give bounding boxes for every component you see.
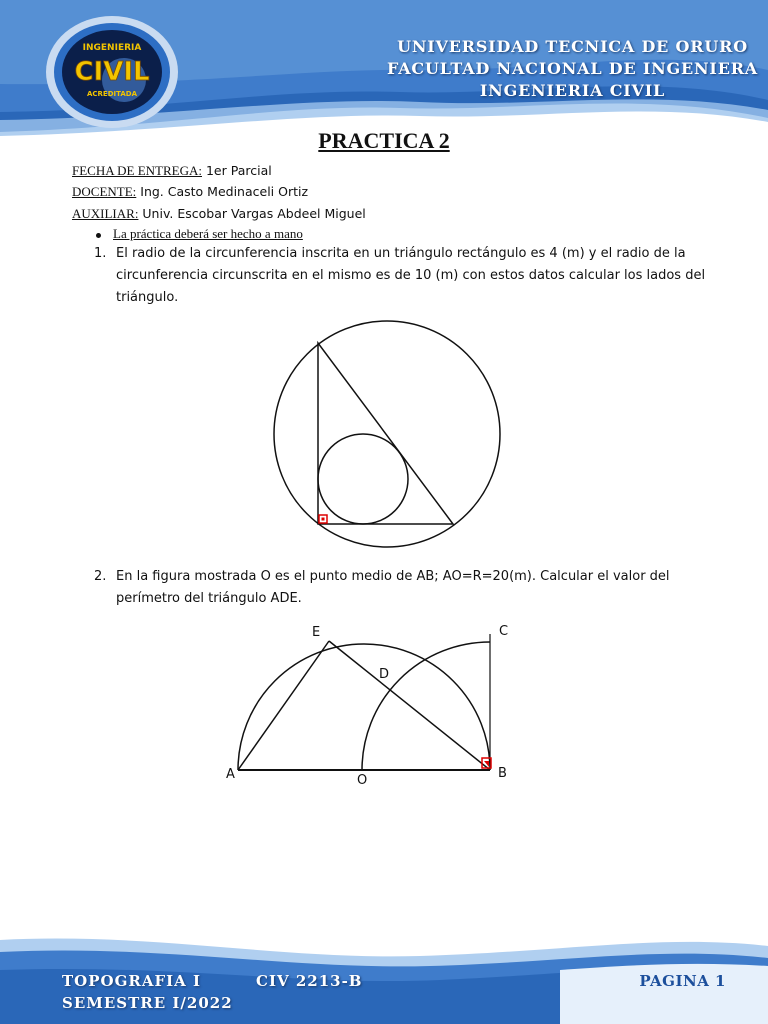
figure-2-semicircles bbox=[220, 616, 520, 796]
inscribed-circle bbox=[318, 434, 408, 524]
svg-text:CIVIL: CIVIL bbox=[74, 57, 150, 87]
page-title: PRACTICA 2 bbox=[318, 128, 450, 153]
problem-text: El radio de la circunferencia inscrita en un triángulo rectángulo es 4 (m) y el radio de la circunferencia circunscrita en el mismo es de 10 (m) con estos datos calcular los lados del triángulo. bbox=[116, 246, 706, 305]
label-a: A bbox=[226, 767, 235, 782]
university-name: UNIVERSIDAD TECNICA DE ORURO bbox=[397, 37, 748, 56]
footer-code: CIV 2213-B bbox=[256, 972, 363, 990]
faculty-logo bbox=[42, 14, 182, 130]
right-triangle bbox=[318, 343, 453, 524]
svg-text:INGENIERIA: INGENIERIA bbox=[82, 43, 142, 53]
page-header bbox=[0, 0, 768, 140]
circumscribed-circle bbox=[274, 321, 500, 547]
label-b: B bbox=[498, 766, 507, 781]
meta-teacher: DOCENTE: Ing. Casto Medinaceli Ortiz bbox=[72, 184, 309, 199]
footer-course: TOPOGRAFIA I bbox=[62, 972, 202, 990]
label-d: D bbox=[379, 667, 390, 682]
figure-1-triangle-circles bbox=[270, 316, 506, 552]
arc-oc bbox=[362, 642, 490, 770]
problem-text: En la figura mostrada O es el punto medio de AB; AO=R=20(m). Calcular el valor del perímetro del triángulo ADE. bbox=[116, 569, 670, 606]
segment-eb bbox=[329, 641, 490, 770]
label-c: C bbox=[499, 624, 509, 639]
instruction-bullet: La práctica deberá ser hecho a mano bbox=[96, 226, 303, 242]
problem-number: 1. bbox=[94, 246, 107, 261]
meta-assistant: AUXILIAR: Univ. Escobar Vargas Abdeel Miguel bbox=[72, 206, 366, 221]
career-name: INGENIERIA CIVIL bbox=[479, 81, 666, 100]
problem-2 bbox=[94, 566, 714, 610]
segment-ae bbox=[238, 641, 329, 770]
problem-1 bbox=[94, 243, 714, 309]
meta-delivery-date: FECHA DE ENTREGA: 1er Parcial bbox=[72, 163, 272, 178]
university-title bbox=[385, 36, 760, 102]
problem-number: 2. bbox=[94, 569, 107, 584]
label-e: E bbox=[312, 625, 321, 640]
faculty-name: FACULTAD NACIONAL DE INGENIERA bbox=[386, 59, 759, 78]
label-o: O bbox=[357, 773, 368, 788]
bullet-dot bbox=[96, 233, 101, 238]
footer-page-number: PAGINA 1 bbox=[639, 972, 726, 990]
right-angle-dot bbox=[322, 518, 325, 521]
footer-semester: SEMESTRE I/2022 bbox=[62, 994, 233, 1012]
svg-text:ACREDITADA: ACREDITADA bbox=[86, 90, 138, 98]
